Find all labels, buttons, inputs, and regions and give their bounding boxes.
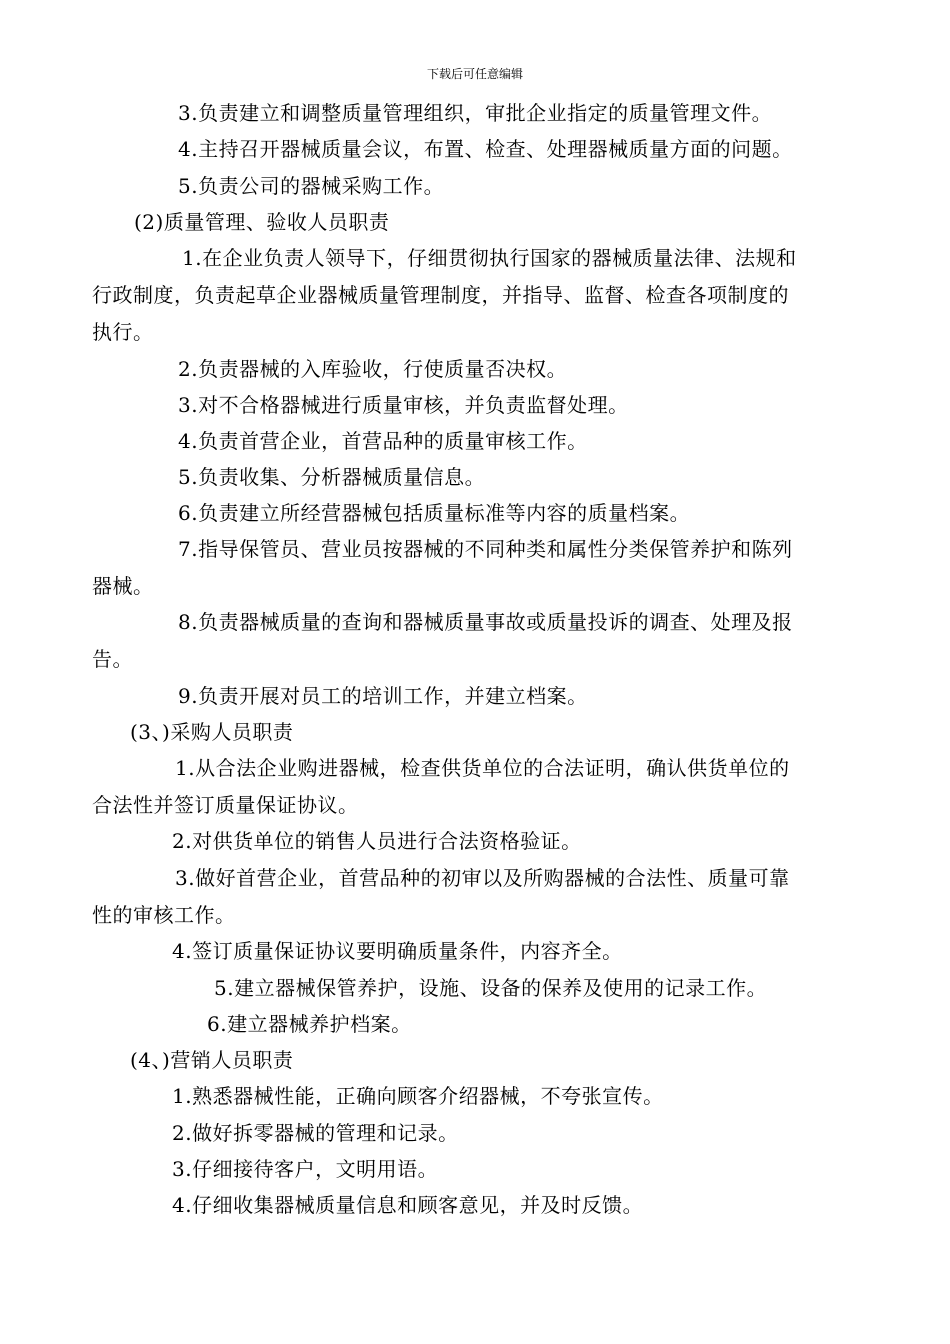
text-line: 行政制度，负责起草企业器械质量管理制度，并指导、监督、检查各项制度的	[92, 283, 789, 307]
text-line: 器械。	[92, 574, 154, 598]
section-heading: (4、)营销人员职责	[130, 1048, 294, 1072]
text-line: 2.负责器械的入库验收，行使质量否决权。	[178, 357, 568, 381]
text-line: 3.仔细接待客户，文明用语。	[172, 1157, 439, 1181]
text-line: 3.做好首营企业，首营品种的初审以及所购器械的合法性、质量可靠	[175, 866, 790, 890]
text-line: 1.从合法企业购进器械，检查供货单位的合法证明，确认供货单位的	[175, 756, 790, 780]
section-heading: (3、)采购人员职责	[130, 720, 294, 744]
text-line: 4.负责首营企业，首营品种的质量审核工作。	[178, 429, 588, 453]
text-line: 5.负责公司的器械采购工作。	[178, 174, 445, 198]
page-header-note: 下载后可任意编辑	[426, 67, 523, 81]
text-line: 3.对不合格器械进行质量审核，并负责监督处理。	[178, 393, 629, 417]
text-line: 告。	[92, 647, 133, 671]
section-heading: (2)质量管理、验收人员职责	[134, 210, 390, 234]
text-line: 7.指导保管员、营业员按器械的不同种类和属性分类保管养护和陈列	[178, 537, 793, 561]
text-line: 9.负责开展对员工的培训工作，并建立档案。	[178, 684, 588, 708]
text-line: 5.建立器械保管养护，设施、设备的保养及使用的记录工作。	[214, 976, 768, 1000]
text-line: 4.签订质量保证协议要明确质量条件，内容齐全。	[172, 939, 623, 963]
text-line: 8.负责器械质量的查询和器械质量事故或质量投诉的调查、处理及报	[178, 610, 793, 634]
text-line: 6.负责建立所经营器械包括质量标准等内容的质量档案。	[178, 501, 691, 525]
text-line: 4.主持召开器械质量会议，布置、检查、处理器械质量方面的问题。	[178, 137, 793, 161]
text-line: 1.在企业负责人领导下，仔细贯彻执行国家的器械质量法律、法规和	[182, 246, 797, 270]
text-line: 2.做好拆零器械的管理和记录。	[172, 1121, 459, 1145]
text-line: 执行。	[92, 320, 154, 344]
text-line: 5.负责收集、分析器械质量信息。	[178, 465, 486, 489]
text-line: 3.负责建立和调整质量管理组织，审批企业指定的质量管理文件。	[178, 101, 773, 125]
text-line: 6.建立器械养护档案。	[207, 1012, 412, 1036]
text-line: 性的审核工作。	[92, 903, 236, 927]
text-line: 2.对供货单位的销售人员进行合法资格验证。	[172, 829, 582, 853]
text-line: 4.仔细收集器械质量信息和顾客意见，并及时反馈。	[172, 1193, 644, 1217]
text-line: 1.熟悉器械性能，正确向顾客介绍器械，不夸张宣传。	[172, 1084, 664, 1108]
text-line: 合法性并签订质量保证协议。	[92, 793, 359, 817]
